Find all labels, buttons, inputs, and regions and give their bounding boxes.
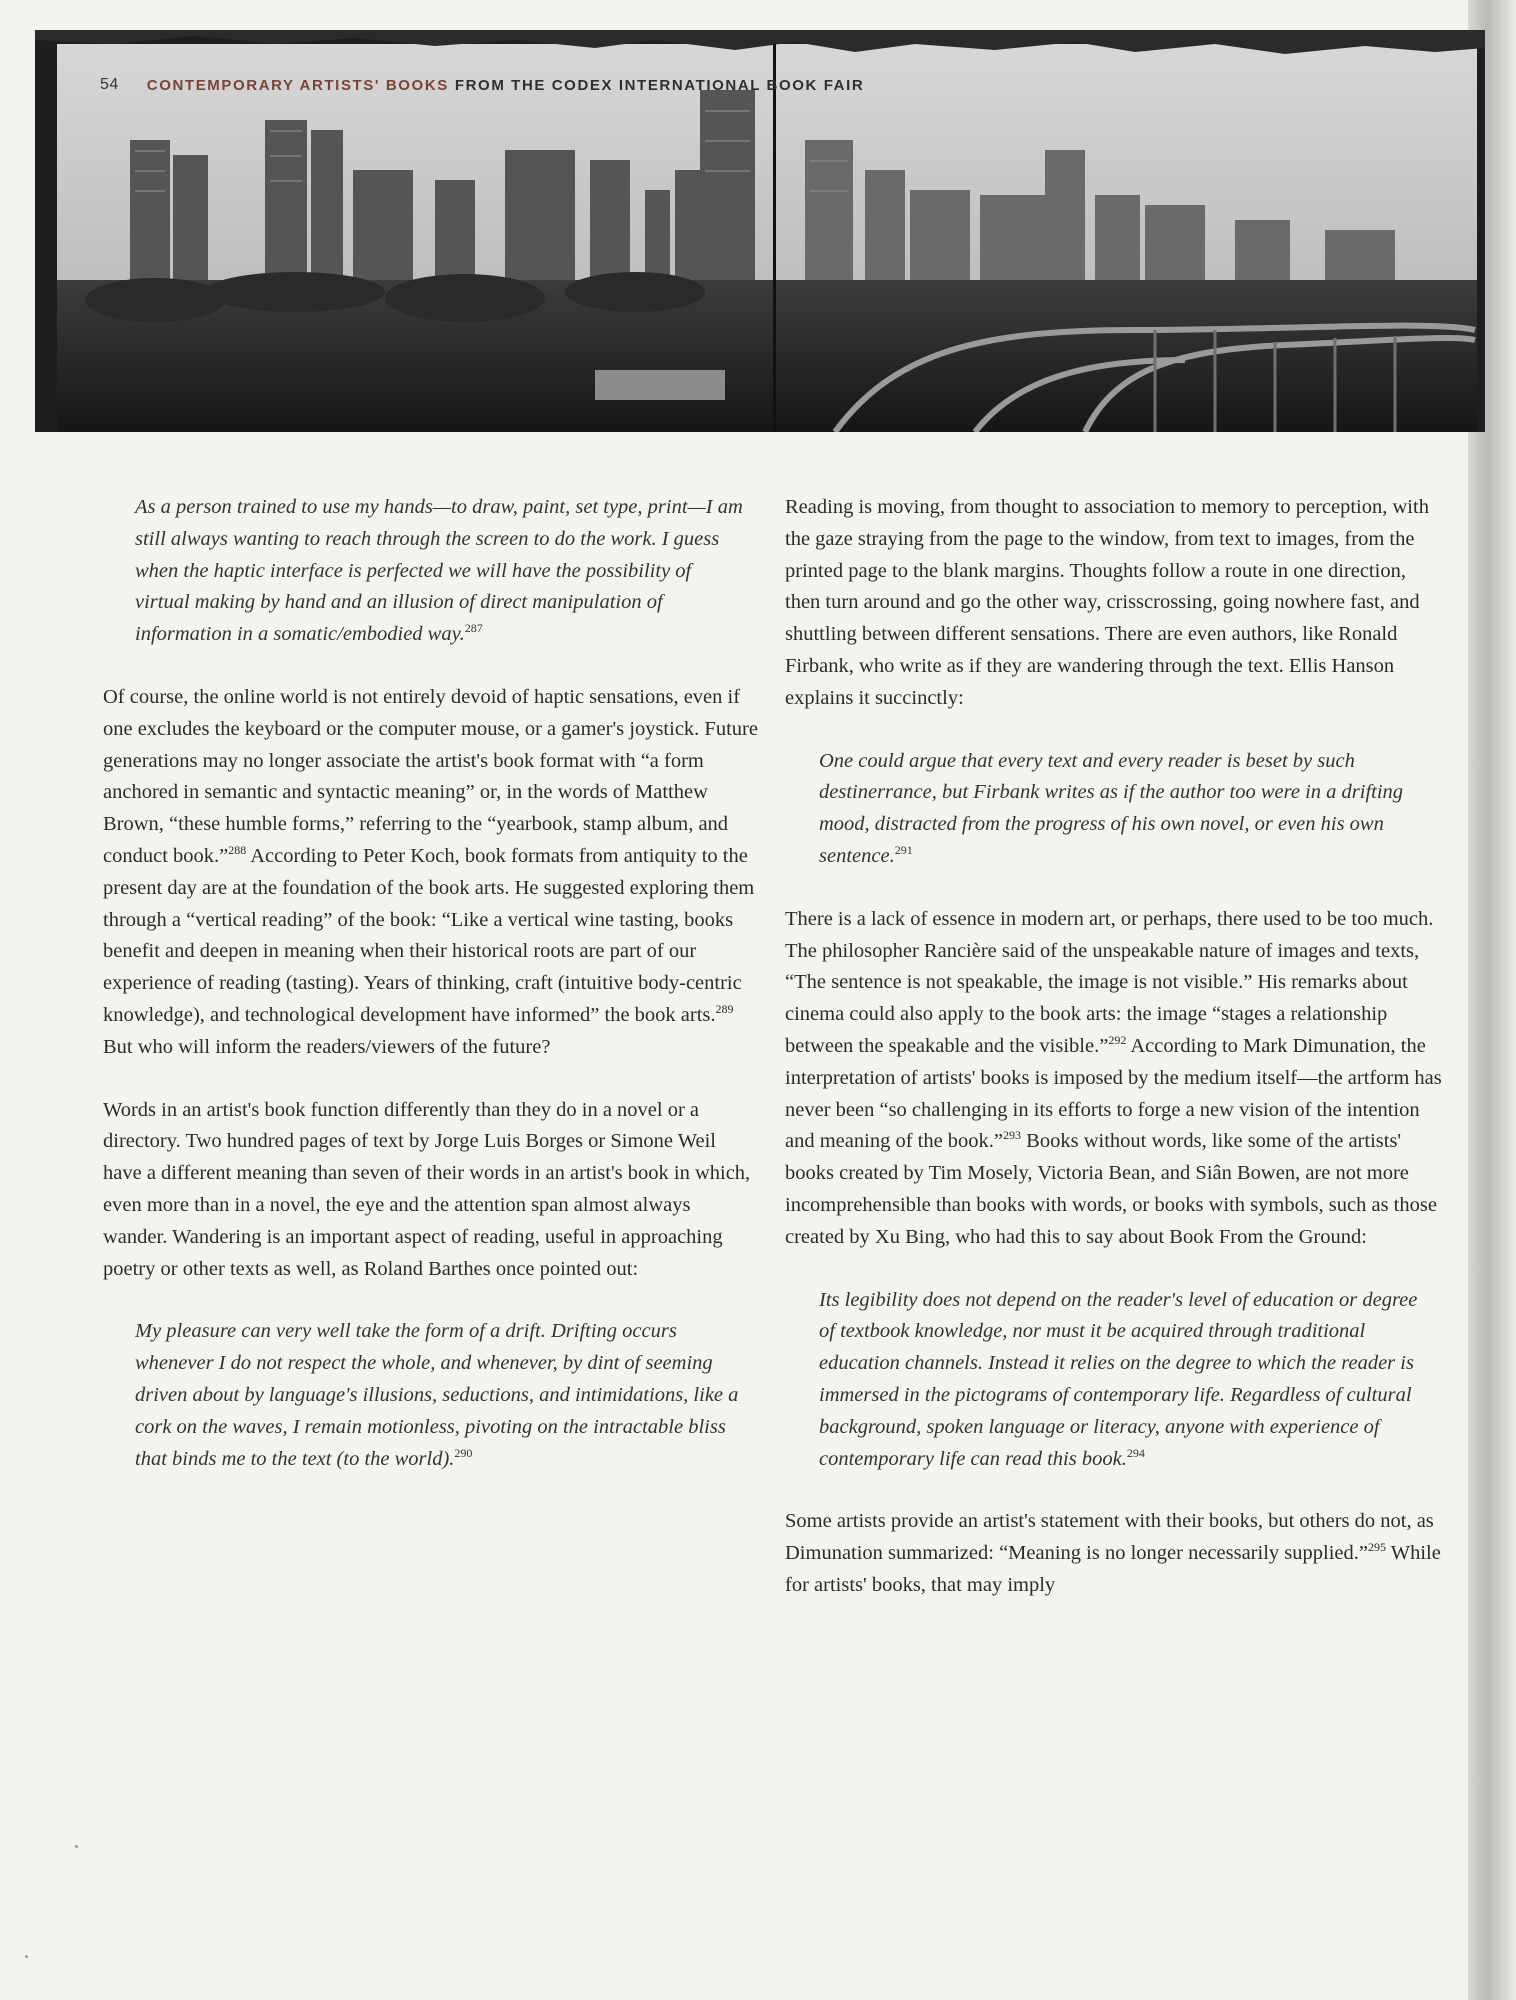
- quote-text: As a person trained to use my hands—to draw, paint, set type, print—I am still always wanting to reach through the screen to do the work. I guess when the haptic interface is perfected we will have the possibility of virtual making by hand and an illusion of direct manipulation of information in a somatic/embodied way.: [135, 496, 743, 646]
- paragraph-essence: [785, 904, 1445, 1254]
- paragraph-text: There is a lack of essence in modern art, or perhaps, there used to be too much. The philosopher Rancière said of the unspeakable nature of images and texts, “The sentence is not speakable, the image is not visible.” His remarks about cinema could also apply to the book arts: the image “stages a relationship between the speakable and the visible.”: [785, 907, 1434, 1057]
- footnote-ref: 288: [228, 842, 247, 857]
- paragraph-text: According to Peter Koch, book formats from antiquity to the present day are at the foundation of the book arts. He suggested exploring them through a “vertical reading” of the book: “Like a vertical wine tasting, books benefit and deepen in meaning when their historical roots are part of our experience of reading (tasting). Years of thinking, craft (intuitive body-centric knowledge), and technological development have informed” the book arts.: [103, 844, 755, 1026]
- paragraph-text: But who will inform the readers/viewers of the future?: [103, 1035, 551, 1058]
- footnote-ref: 293: [1003, 1128, 1022, 1143]
- footnote-ref: 292: [1108, 1032, 1127, 1047]
- block-quote-hanson: [819, 746, 1435, 873]
- paragraph-text: Some artists provide an artist's statement with their books, but others do not, as Dimunation summarized: “Meaning is no longer necessarily supplied.”: [785, 1510, 1434, 1565]
- paragraph-text: According to Mark Dimunation, the interpretation of artists' books is imposed by the medium itself—the artform has never been “so challenging in its efforts to forge a new vision of the intention and meaning of the book.”: [785, 1034, 1442, 1153]
- paper-speck: [75, 1845, 78, 1848]
- block-quote-barthes: [135, 1316, 748, 1475]
- page-number: 54: [100, 76, 119, 93]
- footnote-ref: 295: [1367, 1540, 1386, 1555]
- paper-speck: [25, 1955, 28, 1958]
- footnote-ref: 291: [894, 842, 913, 857]
- footnote-ref: 294: [1126, 1445, 1145, 1460]
- paragraph-words: Words in an artist's book function differently than they do in a novel or a directory. Two hundred pages of text by Jorge Luis Borges or Simone Weil have a different meaning than seven of their words in an artist's book in which, even more than in a novel, the eye and the attention span almost always wander. Wandering is an important aspect of reading, useful in approaching poetry or other texts as well, as Roland Barthes once pointed out:: [103, 1098, 751, 1280]
- paragraph-text: Of course, the online world is not entirely devoid of haptic sensations, even if one excludes the keyboard or the computer mouse, or a gamer's joystick. Future generations may no longer associate the artist's book format with “a form anchored in semantic and syntactic meaning” or, in the words of Matthew Brown, “these humble forms,” referring to the “yearbook, stamp album, and conduct book.”: [103, 685, 758, 867]
- quote-text: My pleasure can very well take the form of a drift. Drifting occurs whenever I do not respect the whole, and whenever, by dint of seeming driven about by language's illusions, seductions, and intimidations, like a cork on the waves, I remain motionless, pivoting on the intractable bliss that binds me to the text (to the world).: [135, 1320, 739, 1470]
- header-title-accent: CONTEMPORARY ARTISTS' BOOKS: [146, 76, 449, 94]
- footnote-ref: 289: [715, 1001, 734, 1016]
- header-title-rest: FROM THE CODEX INTERNATIONAL BOOK FAIR: [454, 76, 865, 94]
- quote-text: Its legibility does not depend on the reader's level of education or degree of textbook knowledge, nor must it be acquired through traditional education channels. Instead it relies on the degree to which the reader is immersed in the pictograms of contemporary life. Regardless of cultural background, spoken language or literacy, anyone with experience of contemporary life can read this book.: [819, 1288, 1418, 1470]
- paragraph-reading: Reading is moving, from thought to association to memory to perception, with the gaze straying from the page to the window, from text to images, from the printed page to the blank margins. Thoughts follow a route in one direction, then turn around and go the other way, crisscrossing, going nowhere fast, and shuttling between different sensations. There are even authors, like Ronald Firbank, who write as if they are wandering through the text. Ellis Hanson explains it succinctly:: [785, 496, 1429, 709]
- paragraph-haptic: [103, 682, 758, 1064]
- paragraph-text: While for artists' books, that may imply: [785, 1542, 1441, 1596]
- block-quote-xu-bing: [819, 1285, 1435, 1476]
- footnote-ref: 290: [454, 1445, 473, 1460]
- paragraph-text: Books without words, like some of the artists' books created by Tim Mosely, Victoria Bean, and Siân Bowen, are not more incomprehensible than books with words, or books with symbols, such as those created by Xu Bing, who had this to say about Book From the Ground:: [785, 1130, 1437, 1248]
- quote-text: One could argue that every text and every reader is beset by such destinerrance, but Firbank writes as if the author too were in a drifting mood, distracted from the progress of his own novel, or even his own sentence.: [819, 749, 1404, 867]
- running-header: [100, 74, 864, 96]
- right-column: [785, 492, 1445, 1633]
- footnote-ref: 287: [464, 621, 483, 636]
- left-column: [103, 492, 758, 1506]
- block-quote-hands: [135, 492, 748, 651]
- paragraph-statement: [785, 1506, 1445, 1601]
